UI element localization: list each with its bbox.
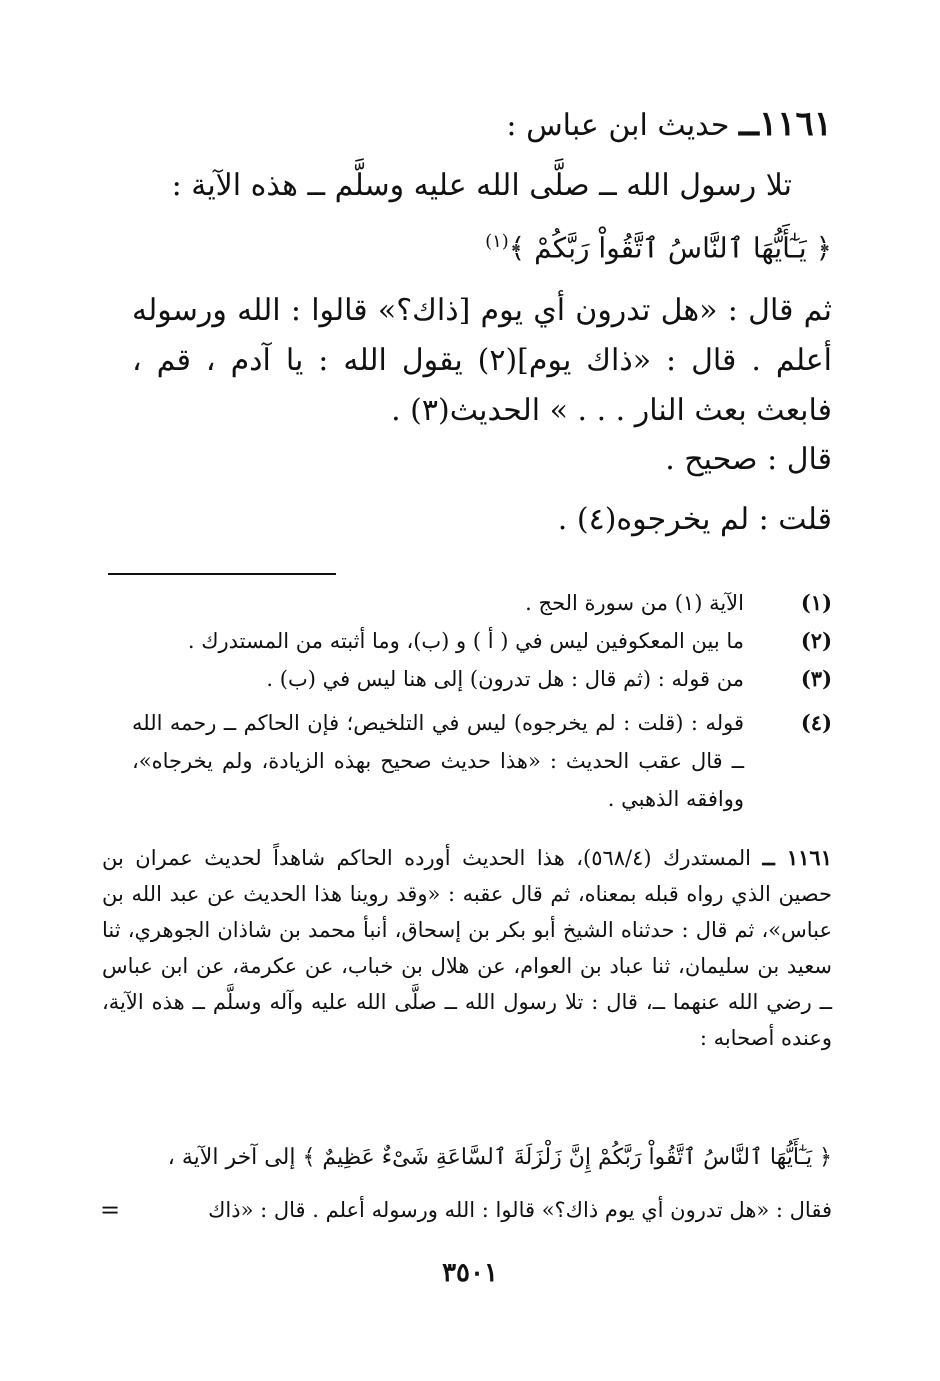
commentary-verse-line bbox=[102, 1134, 832, 1182]
hadith-dash: ــ bbox=[739, 104, 759, 144]
footnote-number: (١) bbox=[800, 590, 832, 615]
footnote-number: (٢) bbox=[800, 628, 832, 653]
commentary-number: ١١٦١ ــ bbox=[762, 845, 832, 870]
hadith-line1: تلا رسول الله ــ صلَّى الله عليه وسلَّم ــ هذه الآية : bbox=[171, 168, 792, 203]
commentary-body: المستدرك (٥٦٨/٤)، هذا الحديث أورده الحاكم شاهداً لحديث عمران بن حصين الذي رواه قبله بمعناه، ثم قال عقبه : «وقد روينا هذا الحديث عن عبد الله بن عباس»، ثم قال : حدثناه الشيخ أبو بكر بن إسحاق، أنبأ محمد بن شاذان الجوهري، ثنا سعيد بن سليمان، ثنا عباد بن العوام، عن هلال بن خباب، عن عكرمة، عن ابن عباس ــ رضي الله عنهما ــ، قال : تلا رسول الله ــ صلَّى الله عليه وآله وسلَّم ــ هذه الآية، وعنده أصحابه : bbox=[102, 846, 832, 1050]
footnote-3 bbox=[132, 660, 832, 698]
footnote-2 bbox=[132, 622, 832, 660]
quran-verse: ﴿ يَـٰٓأَيُّهَا ٱلنَّاسُ ٱتَّقُواْ رَبَّكُمْ ﴾ bbox=[508, 231, 832, 265]
footnote-1 bbox=[132, 584, 832, 622]
hadith-number: ١١٦١ bbox=[758, 104, 832, 144]
hadith-grade: قال : صحيح . bbox=[665, 442, 832, 477]
commentary-quran-verse: ﴿ يَـٰٓأَيُّهَا ٱلنَّاسُ ٱتَّقُواْ رَبَّكُمْ إِنَّ زَلْزَلَةَ ٱلسَّاعَةِ شَىْءٌ عَظِيمٌ ﴾ bbox=[302, 1145, 832, 1170]
footnote-number: (٤) bbox=[800, 710, 832, 735]
page-number: ٣٥٠١ bbox=[442, 1258, 498, 1288]
hadith-paragraph: ثم قال : «هل تدرون أي يوم [ذاك؟» قالوا : الله ورسوله أعلم . قال : «ذاك يوم](٢) يقول الله : يا آدم ، قم ، فابعث بعث النار . . . » الحديث(٣) . bbox=[132, 293, 832, 428]
footnote-text: الآية (١) من سورة الحج . bbox=[525, 591, 744, 615]
footnote-4 bbox=[132, 704, 832, 818]
hadith-verse-line bbox=[132, 218, 832, 272]
hadith-heading-text: حديث ابن عباس : bbox=[506, 108, 730, 143]
continuation-mark: = bbox=[100, 1196, 121, 1224]
hadith-heading bbox=[132, 100, 832, 150]
commentary-verse-tail: إلى آخر الآية ، bbox=[167, 1145, 296, 1170]
verse-footnote-ref: (١) bbox=[485, 231, 509, 252]
footnote-text: قوله : (قلت : لم يخرجوه) ليس في التلخيص؛ فإن الحاكم ــ رحمه الله ــ قال عقب الحديث : «هذا حديث صحيح بهذه الزيادة، ولم يخرجاه»، ووافقه الذهبي . bbox=[132, 711, 744, 811]
footnote-number: (٣) bbox=[800, 666, 832, 691]
commentary-text bbox=[102, 840, 832, 1056]
footnote-text: ما بين المعكوفين ليس في ( أ ) و (ب)، وما أثبته من المستدرك . bbox=[187, 629, 744, 653]
hadith-note: قلت : لم يخرجوه(٤) . bbox=[557, 502, 832, 537]
commentary-last-line: فقال : «هل تدرون أي يوم ذاك؟» قالوا : الله ورسوله أعلم . قال : «ذاك bbox=[208, 1198, 832, 1222]
commentary bbox=[102, 840, 832, 1056]
footnote-text: من قوله : (ثم قال : هل تدرون) إلى هنا ليس في (ب) . bbox=[266, 667, 744, 691]
footnote-separator bbox=[108, 573, 336, 575]
